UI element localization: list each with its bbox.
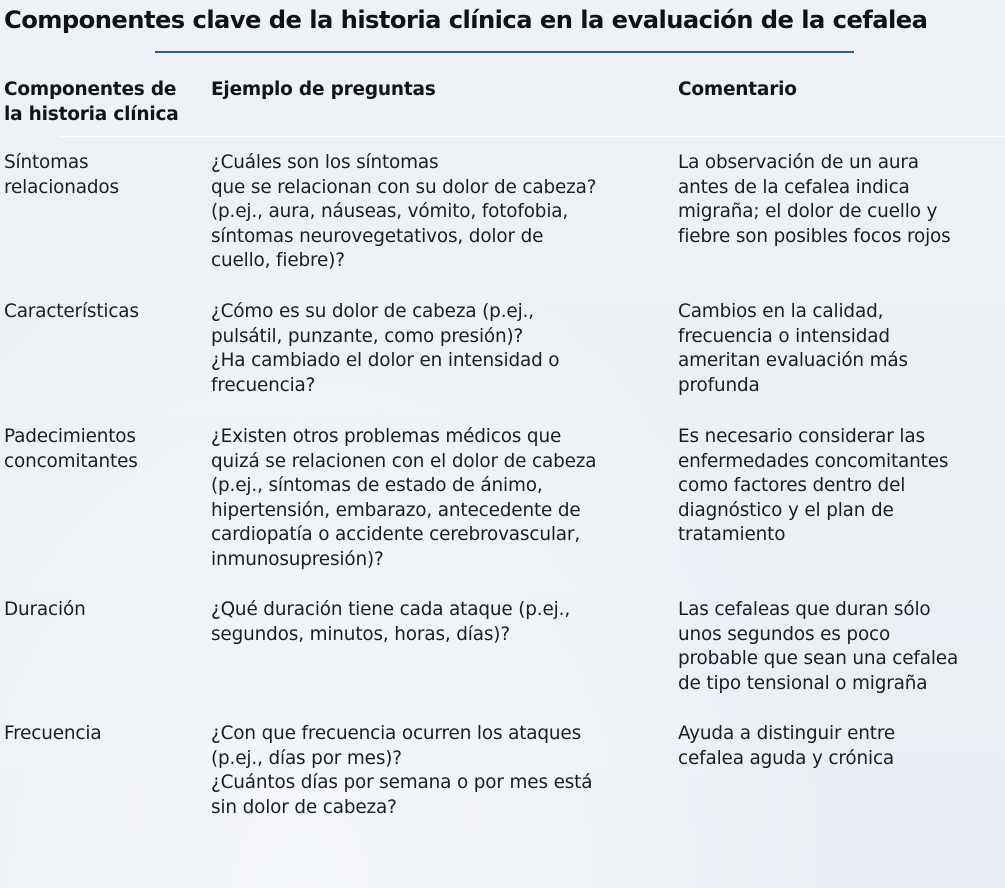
row-3-questions: ¿Existen otros problemas médicos que quizá se relacionen con el dolor de cabeza (p.ej., síntomas de estado de ánimo, hipertensión, embarazo, antecedente de cardiopatía o accidente cerebrovascular, inmunosupresión)? [211,426,597,570]
row-3-component: Padecimientos concomitantes [4,426,138,472]
row-1-questions: ¿Cuáles son los síntomas que se relacionan con su dolor de cabeza? (p.ej., aura, náuseas, vómito, fotofobia, síntomas neurovegetativos, dolor de cuello, fiebre)? [211,152,597,271]
row-5-component: Frecuencia [4,723,102,744]
page-title: Componentes clave de la historia clínica en la evaluación de la cefalea [4,6,928,34]
row-2-comment: Cambios en la calidad, frecuencia o intensidad ameritan evaluación más profunda [678,301,908,396]
row-4-questions: ¿Qué duración tiene cada ataque (p.ej., segundos, minutos, horas, días)? [211,599,571,645]
row-5-questions: ¿Con que frecuencia ocurren los ataques (p.ej., días por mes)? ¿Cuántos días por semana o por mes está sin dolor de cabeza? [211,723,593,818]
row-5-comment: Ayuda a distinguir entre cefalea aguda y crónica [678,723,896,769]
column-header-comment: Comentario [678,79,797,100]
row-4-component: Duración [4,599,86,620]
row-4-comment: Las cefaleas que duran sólo unos segundos es poco probable que sean una cefalea de tipo tensional o migraña [678,599,959,694]
header-divider [60,136,1005,137]
title-divider [155,51,854,53]
row-2-component: Características [4,301,139,322]
row-1-comment: La observación de un aura antes de la cefalea indica migraña; el dolor de cuello y fiebre son posibles focos rojos [678,152,951,247]
column-header-component: Componentes de la historia clínica [4,79,179,125]
row-1-component: Síntomas relacionados [4,152,119,198]
column-header-questions: Ejemplo de preguntas [211,79,436,100]
row-3-comment: Es necesario considerar las enfermedades concomitantes como factores dentro del diagnóstico y el plan de tratamiento [678,426,949,545]
row-2-questions: ¿Cómo es su dolor de cabeza (p.ej., pulsátil, punzante, como presión)? ¿Ha cambiado el dolor en intensidad o frecuencia? [211,301,560,396]
